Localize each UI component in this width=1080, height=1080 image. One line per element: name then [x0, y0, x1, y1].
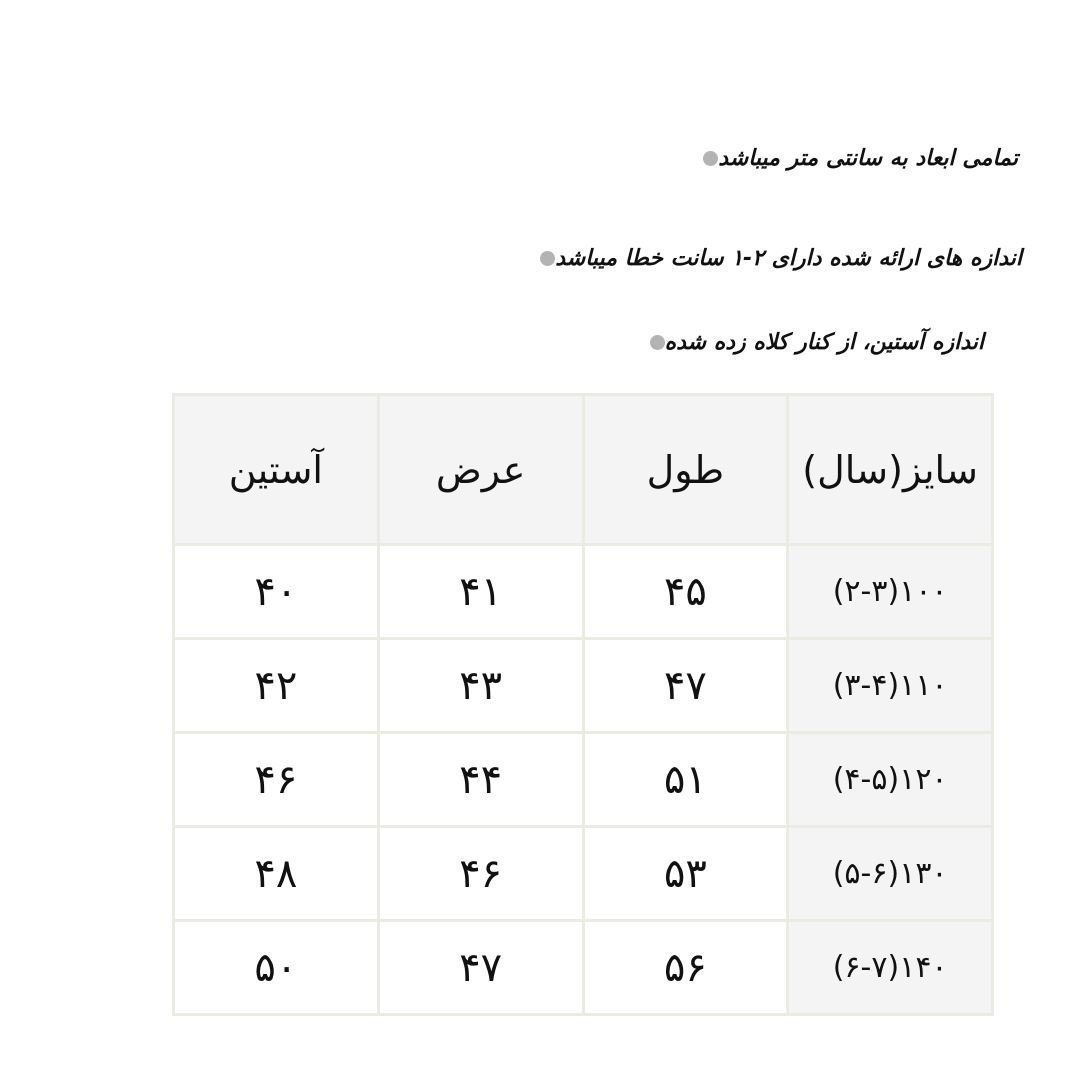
length-cell: ۵۱ [583, 733, 788, 827]
width-cell: ۴۶ [378, 827, 583, 921]
header-width: عرض [378, 395, 583, 545]
note-text: تمامی ابعاد به سانتی متر میباشد [718, 145, 1018, 171]
size-cell: ۱۲۰(۴-۵) [788, 733, 993, 827]
length-cell: ۵۳ [583, 827, 788, 921]
sleeve-cell: ۴۰ [174, 545, 379, 639]
length-cell: ۴۵ [583, 545, 788, 639]
size-chart-table [172, 393, 994, 1016]
sleeve-cell: ۴۸ [174, 827, 379, 921]
size-cell: ۱۳۰(۵-۶) [788, 827, 993, 921]
size-cell: ۱۱۰(۳-۴) [788, 639, 993, 733]
sleeve-cell: ۴۶ [174, 733, 379, 827]
width-cell: ۴۳ [378, 639, 583, 733]
bullet-dot-icon [540, 251, 555, 266]
note-text: اندازه های ارائه شده دارای ۲-۱ سانت خطا میباشد [555, 245, 1022, 271]
bullet-dot-icon [650, 335, 665, 350]
note-text: اندازه آستین، از کنار کلاه زده شده [664, 329, 984, 355]
note-item [650, 322, 1046, 362]
width-cell: ۴۱ [378, 545, 583, 639]
note-item [540, 238, 1046, 278]
table-row [174, 921, 993, 1015]
table-row [174, 733, 993, 827]
length-cell: ۵۶ [583, 921, 788, 1015]
size-cell: ۱۴۰(۶-۷) [788, 921, 993, 1015]
table-header-row [174, 395, 993, 545]
table-row [174, 545, 993, 639]
table-row [174, 827, 993, 921]
header-size: سایز(سال) [788, 395, 993, 545]
note-item [703, 138, 1046, 178]
size-cell: ۱۰۰(۲-۳) [788, 545, 993, 639]
sleeve-cell: ۴۲ [174, 639, 379, 733]
header-length: طول [583, 395, 788, 545]
width-cell: ۴۴ [378, 733, 583, 827]
notes-list [0, 0, 1080, 390]
header-sleeve: آستین [174, 395, 379, 545]
length-cell: ۴۷ [583, 639, 788, 733]
sleeve-cell: ۵۰ [174, 921, 379, 1015]
bullet-dot-icon [703, 151, 718, 166]
width-cell: ۴۷ [378, 921, 583, 1015]
table-row [174, 639, 993, 733]
